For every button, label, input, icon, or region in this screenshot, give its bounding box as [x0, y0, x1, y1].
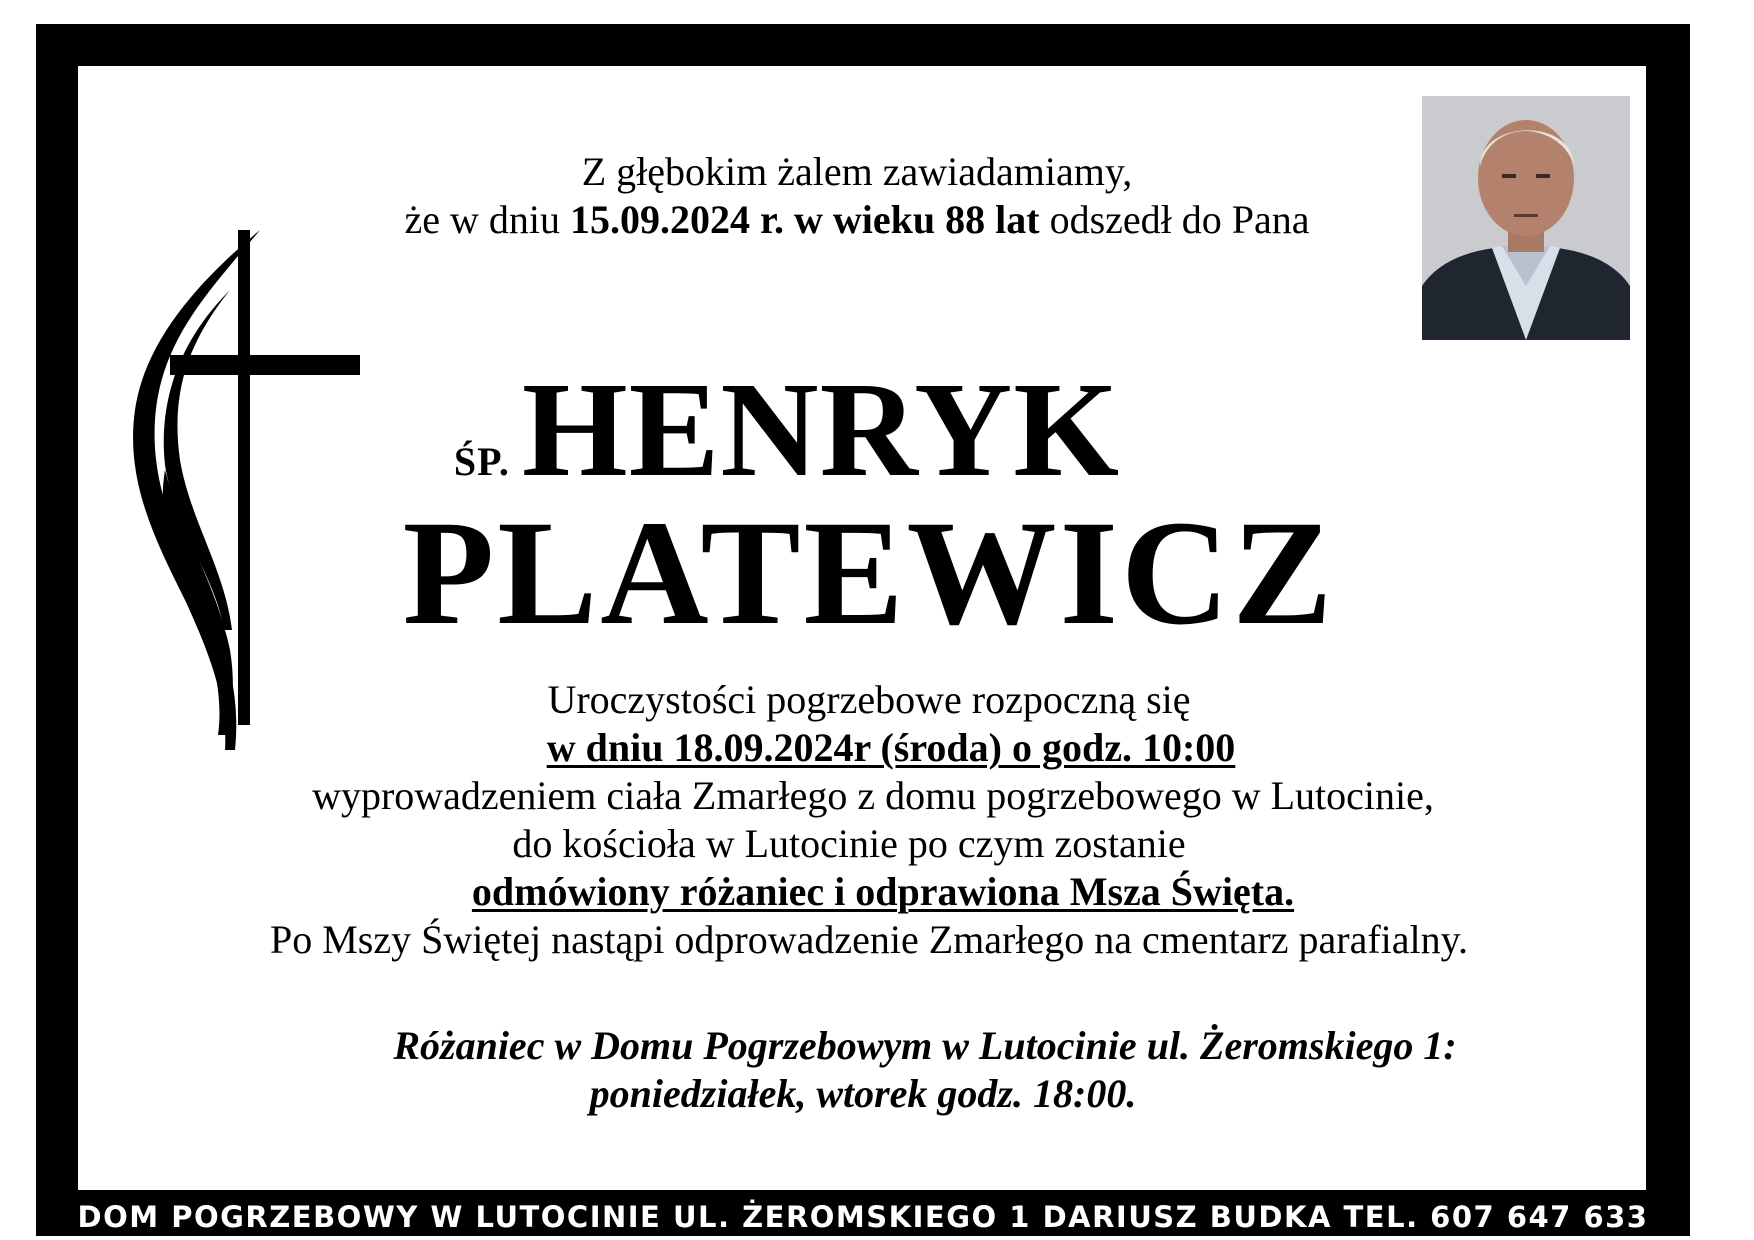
rosary-line-1 [48, 1022, 1754, 1070]
ceremony-line-4 [0, 820, 1726, 868]
funeral-home-footer [36, 1198, 1690, 1236]
intro-suffix: odszedł do Pana [1049, 197, 1310, 242]
ceremony-line-3 [0, 772, 1750, 820]
intro-prefix: że w dniu [404, 197, 560, 242]
intro-line-1 [0, 148, 1734, 196]
deceased-first-name: HENRYK [521, 355, 1121, 505]
ceremony-date-text: w dniu 18.09.2024r (środa) o godz. 10:00 [546, 725, 1236, 770]
rosary-text-1: Różaniec w Domu Pogrzebowym w Lutocinie ul. Żeromskiego 1: [393, 1023, 1457, 1068]
deceased-last-name [0, 490, 1746, 656]
ceremony-date [14, 724, 1754, 772]
ceremony-text-4: do kościoła w Lutocinie po czym zostanie [512, 821, 1186, 866]
intro-line-2 [0, 196, 1734, 244]
death-date-age: 15.09.2024 r. w wieku 88 lat [569, 197, 1040, 242]
deceased-last-name-text: PLATEWICZ [402, 490, 1336, 656]
ceremony-text-3: wyprowadzeniem ciała Zmarłego z domu pogrzebowego w Lutocinie, [312, 773, 1434, 818]
deceased-prefix: ŚP. [453, 439, 510, 484]
rosary-text-2: poniedziałek, wtorek godz. 18:00. [589, 1071, 1137, 1116]
ceremony-line-6 [0, 916, 1746, 964]
ceremony-text-1: Uroczystości pogrzebowe rozpoczną się [547, 677, 1191, 722]
ceremony-mass [6, 868, 1754, 916]
intro-text-1: Z głębokim żalem zawiadamiamy, [581, 149, 1133, 194]
rosary-line-2 [0, 1070, 1740, 1118]
funeral-home-footer-text: DOM POGRZEBOWY W LUTOCINIE UL. ŻEROMSKIEGO 1 DARIUSZ BUDKA TEL. 607 647 633 [77, 1200, 1649, 1234]
ceremony-mass-text: odmówiony różaniec i odprawiona Msza Święta. [471, 869, 1295, 914]
ceremony-line-1 [0, 676, 1746, 724]
ceremony-text-6: Po Mszy Świętej nastąpi odprowadzenie Zmarłego na cmentarz parafialny. [269, 917, 1469, 962]
